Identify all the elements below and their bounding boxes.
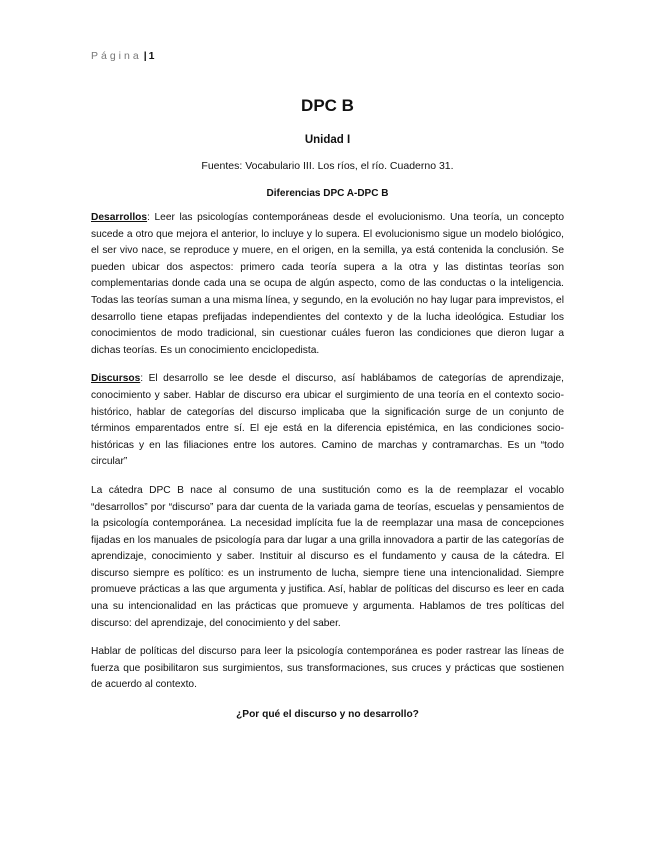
section-title: Diferencias DPC A-DPC B [266,188,389,199]
document-title: DPC B [301,96,354,115]
paragraph-text: : Leer las psicologías contemporáneas desde el evolucionismo. Una teoría, un concepto sucede a otro que mejora el anterior, lo incluye y lo supera. El evolucionismo sigue un modelo biológico, el ser vivo nace, se reproduce y muere, en el origen, en la semilla, ya está contenida la conclusión. Se pueden ubicar dos aspectos: primero cada teoría supera a la otra y las distintas teorías son complementarias donde cada una se ocupa de algún aspecto, como de las conductas o la inteligencia. Todas las teorías suman a una misma línea, y segundo, en la evolución no hay lugar para imprevistos, el desarrollo tiene etapas prefijadas independientes del contexto y de la lucha ideológica. Estudiar los conocimientos de modo tradicional, sin cuestionar cuáles fueron las condiciones que dieron lugar a dichas teorías. Es un conocimiento enciclopedista. [91,212,564,356]
paragraph-text: La cátedra DPC B nace al consumo de una sustitución como es la de reemplazar el vocablo “desarrollos” por “discurso” para dar cuenta de la variada gama de teorías, escuelas y pensamientos de la psicología contemporánea. La necesidad implícita fue la de reemplazar una masa de concepciones fijadas en los manuales de psicología para dar lugar a una grilla innovadora a partir de las categorías de aprendizaje, conocimiento y saber. Instituir al discurso es el fundamento y causa de la cátedra. El discurso siempre es político: es un instrumento de lucha, siempre tiene una intencionalidad. Siempre promueve prácticas a las que argumenta y justifica. Así, hablar de políticas del discurso es leer en cada una su intencionalidad en las prácticas que promueve y argumenta. Hablamos de tres políticas del discurso: del aprendizaje, del conocimiento y del saber. [91,484,564,629]
paragraph-catedra [91,483,564,632]
paragraph-desarrollos [91,210,564,359]
page-word: Página [91,50,142,62]
document-sources: Fuentes: Vocabulario III. Los ríos, el río. Cuaderno 31. [201,160,454,172]
document-subtitle: Unidad I [304,134,351,146]
paragraph-politicas [91,644,564,694]
document-body [91,96,564,721]
page-separator: | [143,50,147,62]
paragraph-text: Hablar de políticas del discurso para leer la psicología contemporánea es poder rastrear las líneas de fuerza que posibilitaron sus surgimientos, sus transformaciones, sus cruces y prácticas que sostienen de acuerdo al contexto. [91,646,564,691]
page-header [91,50,155,62]
paragraph-text: : El desarrollo se lee desde el discurso, así hablábamos de categorías de aprendizaje, conocimiento y saber. Hablar de discurso era ubicar el surgimiento de una teoría en el contexto socio-histórico, hablar de categorías del discurso implicaba que la significación surge de un conjunto de términos emparentados entre sí. El eje está en la diferencia epistémica, en las condiciones socio-históricas y en las filiaciones entre los autores. Camino de marchas y contramarchas. Es un “todo circular” [91,373,564,468]
term-desarrollos: Desarrollos [91,212,148,223]
closing-question: ¿Por qué el discurso y no desarrollo? [236,709,419,721]
term-discursos: Discursos [91,373,141,385]
paragraph-discursos [91,371,564,471]
page-number: 1 [148,50,155,62]
